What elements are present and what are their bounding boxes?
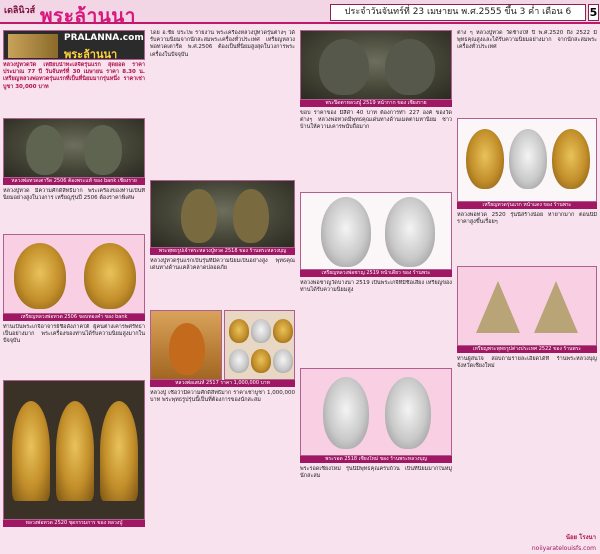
publisher-logo: เดลินิวส์: [4, 6, 36, 16]
gold-coin: [552, 129, 590, 189]
amulet-photo-2: [3, 234, 145, 314]
silver-coin: [509, 129, 547, 189]
triangle-amulet: [534, 281, 578, 333]
article-col2-bot: หลวงปู่ เชื่อว่ามีความศักดิ์สิทธิ์มาก ราคาเช่าบูชา 1,000,000 บาท พระพุทธรูปรุ่นนี้เป็นที่ต้องการของนักสะสม: [150, 390, 295, 404]
monk-figure: [169, 323, 205, 375]
footer-url: noiiyaratelouisfs.com: [531, 545, 596, 552]
coin: [251, 349, 271, 373]
silver-coin: [385, 197, 435, 267]
photo-caption-8: พระรอด 2518 เชียงใหม่ ของ ร้านพระหลวงบุญ: [300, 456, 452, 463]
amulet-photo-6: [300, 192, 452, 270]
amulet-photo-5: [300, 30, 452, 100]
article-col3-top: ขอบ ราคาของ มีสีดำ 40 บาท ต้องการทำ 227 องค์ ของวัด ต่างๆ หลวงพ่อทวดมีพุทธคุณเด่นทางด้านเมตตามหานิยม ชาวบ้านให้ความเคารพนับถือมาก: [300, 110, 452, 131]
photo-caption-5: หลวงพ่อเสน่ห์ 2517 ราคา 1,000,000 บาท: [150, 380, 295, 387]
coins-photo: [224, 310, 295, 380]
triangle-amulet: [476, 281, 520, 333]
coin: [251, 319, 271, 343]
silver-coin: [385, 377, 431, 449]
amulet-photo-9: [457, 266, 597, 346]
amulet-photo-1: [3, 118, 145, 178]
amulet-photo-4: [150, 180, 295, 248]
photo-caption-9: เหรียญทวดรุ่นแรก หน้าแดง ของ ร้านพระ: [457, 202, 597, 209]
article-col4-bot: ท่านผู้สนใจ สอบถามรายละเอียดได้ที่ ร้านพระหลวงบุญ จังหวัดเชียงใหม่: [457, 356, 597, 370]
silver-coin: [321, 197, 371, 267]
amulet-photo-8: [457, 118, 597, 202]
banner-site: PRALANNA.com: [64, 33, 144, 43]
section-title: พระล้านนา: [40, 5, 136, 27]
article-col4-mid: หลวงพ่อทวด 2520 รุ่นนี้สร้างน้อย หายากมาก ตอนนี้มีราคาสูงขึ้นเรื่อยๆ: [457, 212, 597, 226]
gold-coin: [466, 129, 504, 189]
date-line: ประจำวันจันทร์ที่ 23 เมษายน พ.ศ.2555 ขึ้น 3 ค่ำ เดือน 6: [330, 4, 586, 21]
amulet-shape: [319, 39, 369, 95]
coin: [229, 319, 249, 343]
photo-caption-3: หลวงพ่อทวด 2520 ชุดกรรมการ ของ หลวงปู่: [3, 520, 145, 527]
silver-coin: [323, 377, 369, 449]
gold-amulet: [100, 401, 138, 501]
gold-coin: [14, 243, 66, 309]
article-col1-mid: หลวงปู่ทวด มีความศักดิ์สิทธิ์มาก พระเครื่องของท่านเป็นที่นิยมอย่างสูงในวงการ เหรียญรุ่นปี 2506 ต้องราคาพิเศษ: [3, 188, 145, 202]
coin: [273, 349, 293, 373]
article-col2-mid: หลวงปู่ทวดรุ่นแรกเป็นรุ่นที่มีความนิยมเป็นอย่างสูง พุทธคุณเด่นทางด้านแคล้วคลาดปลอดภัย: [150, 258, 295, 272]
monk-photo: [150, 310, 222, 380]
photo-caption-4: พระพุทธรูปเจ้าพระหลวงปู่ทวด 2518 ของ ร้านพระหลวงบุญ: [150, 248, 295, 255]
article-col1-bot: ท่านเป็นพระเกจิอาจารย์ชื่อดังภาคใต้ ผู้คนต่างเคารพศรัทธาเป็นอย่างมาก พระเครื่องของท่านได้รับความนิยมสูงมากในปัจจุบัน: [3, 324, 145, 345]
author-credit: น้อย โรงนา: [565, 534, 596, 541]
amulet-shape: [385, 39, 435, 95]
banner-amulet-image: [8, 34, 58, 58]
photo-caption-1: หลวงพ่อทวดเตารีด 2506 ต้องพระแท้ ของ bank เชียงราย: [3, 178, 145, 185]
buddha-statue: [233, 189, 269, 243]
photo-caption-10: เหรียญพระพุทธรูปต่างประเทศ 2522 ของ ร้านพระ: [457, 346, 597, 353]
gold-amulet: [56, 401, 94, 501]
article-col2-top: โดย อ.ชัย ประไพ รายงาน พระเครื่องหลวงปู่ทวดรุ่นต่างๆ ได้รับความนิยมจากนักสะสมพระเครื่องทั่วประเทศ เหรียญหลวงพ่อทวดเตารีด พ.ศ.2506 ต้องเป็นที่นิยมสูงสุดในวงการพระเครื่องในปัจจุบัน: [150, 30, 295, 58]
photo-caption-7: เหรียญหลวงพ่อชาญ 2519 หน้าเดียว ของ ร้านพระ: [300, 270, 452, 277]
page-number: 5: [589, 6, 598, 19]
amulet-photo-7: [300, 368, 452, 456]
article-col3-bot: พระรอดเชียงใหม่ รุ่นนี้มีพุทธคุณครบถ้วน เป็นที่นิยมมากในหมู่นักสะสม: [300, 466, 452, 480]
article-col3-mid: หลวงพ่อชาญวัดบางนา 2519 เป็นพระเกจิที่มีชื่อเสียง เหรียญของท่านได้รับความนิยมสูง: [300, 280, 452, 294]
amulet-photo-3: [3, 380, 145, 520]
gold-coin: [84, 243, 136, 309]
amulet-shape: [84, 125, 122, 175]
banner-box: [3, 30, 145, 60]
coin: [273, 319, 293, 343]
article-col4-top: ต่าง ๆ หลวงปู่ทวด วัดช้างให้ ปี พ.ศ.2520 ถึง 2522 มีพุทธคุณสูงและได้รับความนิยมอย่างมาก จากนักสะสมพระเครื่องทั่วประเทศ: [457, 30, 597, 51]
article-col1-intro: หลวงปู่ทวดวัด เหยียบน้ำทะเลจืดรุ่นแรก สุดยอด ราคาประมาณ 77 ปี วันจันทร์ที่ 30 เมษายน ราคา 8.30 น. เหรียญหลวงพ่อทวดรุ่นแรกที่เป็นที่นิยมมากรุ่นหนึ่ง ราคาเช่าบูชา 30,000 บาท: [3, 62, 145, 90]
gold-amulet: [12, 401, 50, 501]
coin: [229, 349, 249, 373]
buddha-statue: [181, 189, 217, 243]
photo-caption-6: พระปิดตาหลวงปู่ 2519 หน้ากาก ของ เชียงราย: [300, 100, 452, 107]
amulet-shape: [26, 125, 64, 175]
banner-title: พระล้านนา: [64, 48, 118, 60]
photo-caption-2: เหรียญหลวงพ่อทวด 2506 ขอบทองคำ ของ bank: [3, 314, 145, 321]
